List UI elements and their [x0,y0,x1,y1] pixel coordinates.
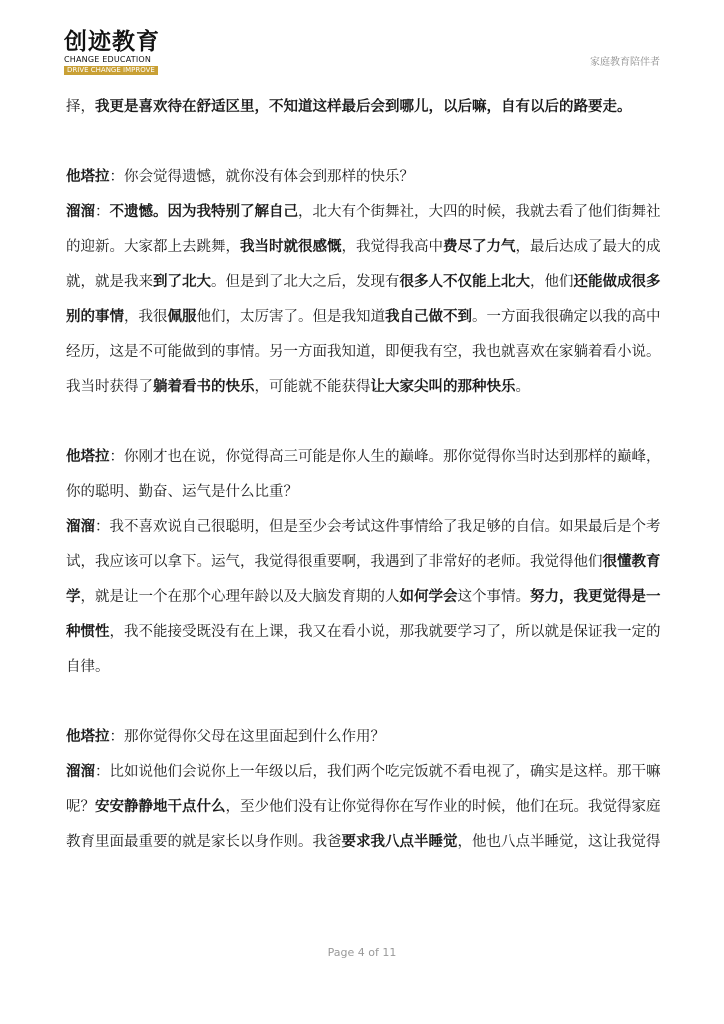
text-run: ，最后达成了最大的成就，就是我来 [66,239,661,290]
logo-subtitle: CHANGE EDUCATION [64,55,152,64]
paragraph [66,160,666,195]
text-run: 择， [66,99,95,115]
paragraph [66,440,666,510]
header-tagline: 家庭教育陪伴者 [590,57,660,68]
bold-text: 他塔拉 [66,449,110,465]
document-body [66,90,666,860]
text-run: ：我不喜欢说自己很聪明，但是至少会考试这件事情给了我足够的自信。如果最后是个考试，我应该可以拿下。运气，我觉得很重要啊，我遇到了非常好的老师。我觉得他们 [66,519,661,570]
bold-text: 要求我八点半睡觉 [341,834,458,850]
text-run: ，我不能接受既没有在上课，我又在看小说，那我就要学习了，所以就是保证我一定的自律。 [66,624,661,675]
paragraph [66,90,666,125]
page-header [0,0,724,80]
bold-text: 我更是喜欢待在舒适区里，不知道这样最后会到哪儿，以后嘛，自有以后的路要走。 [95,99,632,115]
paragraph-gap [66,125,666,160]
text-run: 。 [515,379,530,395]
paragraph [66,720,666,755]
text-run: ：你刚才也在说，你觉得高三可能是你人生的巅峰。那你觉得你当时达到那样的巅峰，你的聪明、勤奋、运气是什么比重？ [66,449,661,500]
text-run: ：那你觉得你父母在这里面起到什么作用？ [109,729,385,745]
text-run: ，就是让一个在那个心理年龄以及大脑发育期的人 [80,589,400,605]
bold-text: 我当时就很感慨 [240,239,342,255]
text-run: 他们，太厉害了。但是我知道 [196,309,385,325]
bold-text: 安安静静地干点什么 [95,799,226,815]
bold-text: 他塔拉 [66,729,110,745]
bold-text: 他塔拉 [66,169,110,185]
text-run: ，我很 [124,309,168,325]
bold-text: 努力，我更觉得是一种惯性 [66,589,661,640]
paragraph [66,755,666,860]
text-run: ：你会觉得遗憾，就你没有体会到那样的快乐？ [109,169,414,185]
page-number: Page 4 of 11 [327,946,397,959]
bold-text: 让大家尖叫的那种快乐 [370,379,516,395]
bold-text: 如何学会 [399,589,458,605]
text-run: ，可能就不能获得 [254,379,371,395]
bold-text: 佩服 [167,309,197,325]
text-run: ，至少他们没有让你觉得你在写作业的时候，他们在玩。我觉得家庭教育里面最重要的就是家长以身作则。我爸 [66,799,661,850]
text-run: ：比如说他们会说你上一年级以后，我们两个吃完饭就不看电视了，确实是这样。那干嘛呢？ [66,764,661,815]
text-run: 。一方面我很确定以我的高中经历，这是不可能做到的事情。另一方面我知道，即便我有空，我也就喜欢在家躺着看小说。我当时获得了 [66,309,661,395]
bold-text: 溜溜 [66,764,95,780]
text-run: 这个事情。 [457,589,530,605]
paragraph [66,510,666,685]
bold-text: 还能做成很多别的事情 [66,274,661,325]
bold-text: 我自己做不到 [385,309,472,325]
bold-text: 溜溜 [66,204,95,220]
bold-text: 不遗憾。因为我特别了解自己 [109,204,298,220]
bold-text: 很懂教育学 [66,554,661,605]
bold-text: 很多人不仅能上北大 [399,274,530,290]
text-run: ，我觉得我高中 [341,239,443,255]
text-run: ： [95,204,110,220]
text-run: ，他也八点半睡觉，这让我觉得 [457,834,661,850]
bold-text: 溜溜 [66,519,95,535]
logo-tagline: DRIVE CHANGE IMPROVE [64,66,158,75]
paragraph-gap [66,685,666,720]
text-run: ，北大有个街舞社，大四的时候，我就去看了他们街舞社的迎新。大家都上去跳舞， [66,204,661,255]
logo-title: 创迹教育 [64,29,160,55]
paragraph-gap [66,405,666,440]
bold-text: 躺着看书的快乐 [153,379,255,395]
text-run: ，他们 [530,274,574,290]
bold-text: 到了北大 [153,274,211,290]
bold-text: 费尽了力气 [443,239,516,255]
text-run: 。但是到了北大之后，发现有 [211,274,400,290]
brand-logo [64,30,164,75]
paragraph [66,195,666,405]
